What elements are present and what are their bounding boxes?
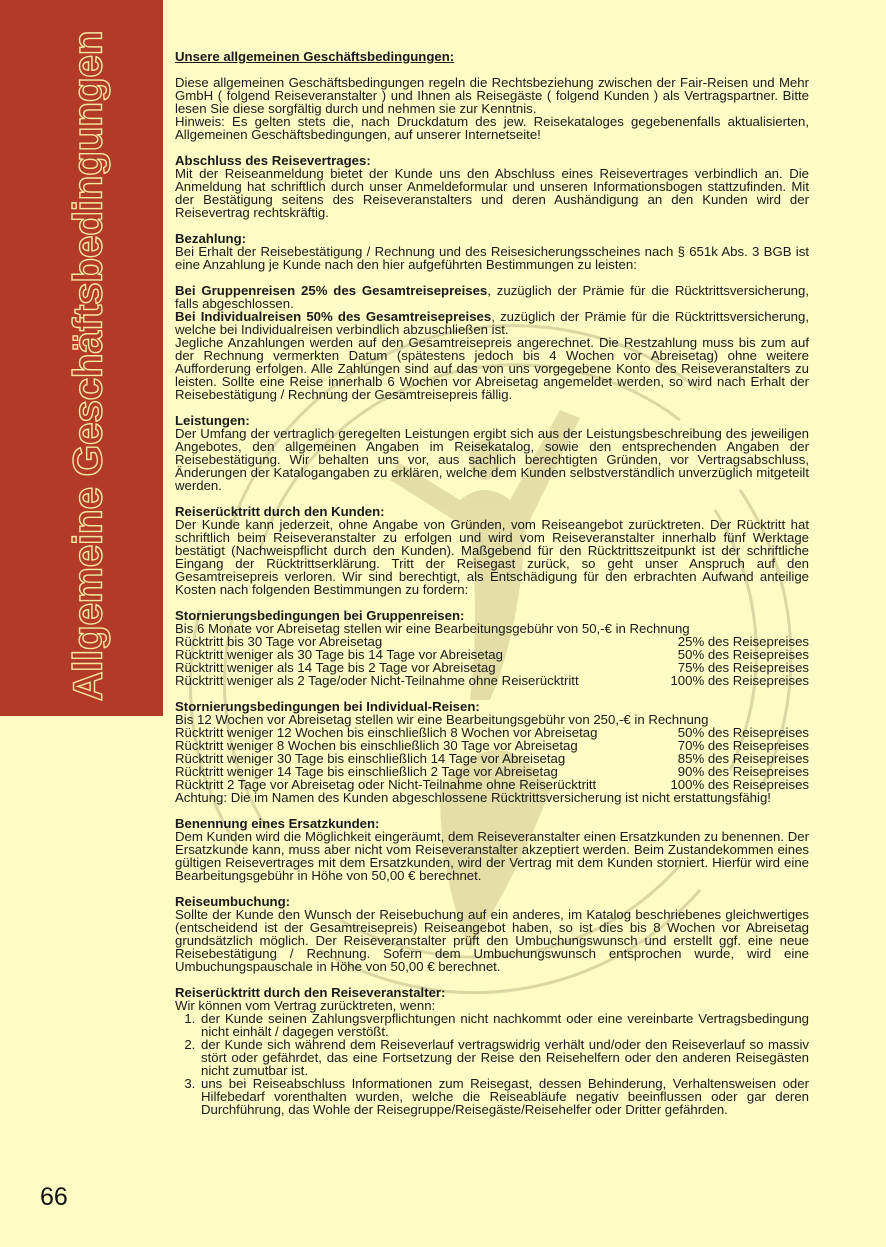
bezahlung-rest: Jegliche Anzahlungen werden auf den Gesamtreisepreis angerechnet. Die Restzahlung muss bis zum auf der Rechnung vermerkten Datum (spätestens jedoch bis 4 Wochen vor Abreisetag) ohne weitere Aufforderung erfolgen. Alle Zahlungen sind auf das von uns vorgegebene Konto des Reiseveranstalters zu leisten. Sollte eine Reise innerhalb 6 Wochen vor Abreisetag angemeldet werden, so wird nach Erhalt der Reisebestätigung / Rechnung der Gesamtreisepreis fällig. [175,335,809,402]
abschluss-heading: Abschluss des Reisevertrages: [175,153,371,168]
storno-gruppe-heading: Stornierungsbedingungen bei Gruppenreisen: [175,608,465,623]
bezahlung-gruppe [175,284,809,310]
section-abschluss [175,154,809,219]
bezahlung-heading: Bezahlung: [175,231,247,246]
section-bezahlung [175,232,809,401]
terms-content [175,50,809,1129]
page-number: 66 [40,1183,68,1211]
intro-text: Diese allgemeinen Geschäftsbedingungen regeln die Rechtsbeziehung zwischen der Fair-Reisen und Mehr GmbH ( folgend Reiseveranstalter ) und Ihnen als Reisegäste ( folgend Kunden ) als Vertragspartner. Bitte lesen Sie diese sorgfältig durch und nehmen sie zur Kenntnis. [175,75,809,116]
storno-individual-heading: Stornierungsbedingungen bei Individual-Reisen: [175,699,480,714]
storno-individual-fee: Bis 12 Wochen vor Abreisetag stellen wir eine Bearbeitungsgebühr von 250,-€ in Rechnung [175,712,709,727]
ruecktritt-kunde-text: Der Kunde kann jederzeit, ohne Angabe von Gründen, vom Reiseangebot zurücktreten. Der Rücktritt hat schriftlich beim Reiseveranstalter zu erfolgen und wird vom Reiseveranstalter innerhalb fünf Werktage bestätigt (Nachweispflicht durch den Kunden). Maßgebend für den Rücktrittszeitpunkt ist der schriftliche Eingang der Rücktrittserklärung. Tritt der Reisegast zurück, so geht unser Anspruch auf den Gesamtreisepreis verloren. Wir sind berechtigt, als Entschädigung für den erbrachten Aufwand anteilige Kosten nach folgenden Bestimmungen zu fordern: [175,517,809,597]
condition-label: Rücktritt weniger 30 Tage bis einschließlich 14 Tage vor Abreisetag [175,751,566,766]
ersatzkunde-text: Dem Kunden wird die Möglichkeit eingeräumt, dem Reiseveranstalter einen Ersatzkunden zu benennen. Der Ersatzkunde kann, muss aber nicht vom Reiseveranstalter akzeptiert werden. Beim Zustandekommen eines gültigen Reisevertrages mit dem Ersatzkunden, wird der Vertrag mit dem Kunden storniert. Hierfür wird eine Bearbeitungsgebühr in Höhe von 50,00 € berechnet. [175,829,809,883]
umbuchung-heading: Reiseumbuchung: [175,894,291,909]
table-row [175,674,809,687]
ruecktritt-veranstalter-heading: Reiserücktritt durch den Reiseveranstalter: [175,985,446,1000]
storno-individual-table [175,726,809,791]
section-leistungen [175,414,809,492]
reasons-list [175,1012,809,1116]
condition-value: 85% des Reisepreises [677,751,809,766]
bezahlung-text: Bei Erhalt der Reisebestätigung / Rechnung und des Reisesicherungsscheines nach § 651k Abs. 3 BGB ist eine Anzahlung je Kunde nach den hier aufgeführten Bestimmungen zu leisten: [175,244,809,272]
bezahlung-gruppe-bold: Bei Gruppenreisen 25% des Gesamtreisepreises [175,283,488,298]
ruecktritt-veranstalter-text: Wir können vom Vertrag zurücktreten, wenn: [175,998,436,1013]
section-storno-individual [175,700,809,804]
section-intro [175,50,809,141]
storno-gruppe-fee: Bis 6 Monate vor Abreisetag stellen wir eine Bearbeitungsgebühr von 50,-€ in Rechnung [175,621,690,636]
list-item: 1. der Kunde seinen Zahlungsverpflichtungen nicht nachkommt oder eine vereinbarte Vertragsbedingung nicht einhält / dagegen verstößt. [199,1012,809,1038]
section-umbuchung [175,895,809,973]
condition-label: Rücktritt weniger 14 Tage bis einschließlich 2 Tage vor Abreisetag [175,764,558,779]
condition-value: 100% des Reisepreises [670,777,809,792]
storno-individual-note: Achtung: Die im Namen des Kunden abgeschlossene Rücktrittsversicherung ist nicht erstattungsfähig! [175,790,771,805]
section-ersatzkunde [175,817,809,882]
condition-label: Rücktritt weniger als 2 Tage/oder Nicht-Teilnahme ohne Reiserücktritt [175,673,579,688]
condition-value: 50% des Reisepreises [677,725,809,740]
condition-label: Rücktritt weniger 8 Wochen bis einschließlich 30 Tage vor Abreisetag [175,738,578,753]
condition-value: 100% des Reisepreises [670,673,809,688]
abschluss-text: Mit der Reiseanmeldung bietet der Kunde uns den Abschluss eines Reisevertrages verbindlich an. Die Anmeldung hat schriftlich durch unser Anmeldeformular und unseren Informationsbogen stattzufinden. Mit der Bestätigung seitens des Reiseveranstalters und deren Aushändigung an den Kunden wird der Reisevertrag rechtskräftig. [175,166,809,220]
bezahlung-individual [175,310,809,336]
leistungen-heading: Leistungen: [175,413,250,428]
umbuchung-text: Sollte der Kunde den Wunsch der Reisebuchung auf ein anderes, im Katalog beschriebenes gleichwertiges (entscheidend ist der Gesamtreisepreis) Reiseangebot haben, so ist dies bis 8 Wochen vor Abreisetag grundsätzlich möglich. Der Reiseveranstalter prüft den Umbuchungswunsch und erstellt ggf. eine neue Reisebestätigung / Rechnung. Sofern dem Umbuchungswunsch entsprochen wurde, wird eine Umbuchungspauschale in Höhe von 50,00 € berechnet. [175,907,809,974]
list-item: 3. uns bei Reiseabschluss Informationen zum Reisegast, dessen Behinderung, Verhaltensweisen oder Hilfebedarf vorenthalten wurden, welche die Reiseabläufe negativ beeinflussen oder gar deren Durchführung, das Wohle der Reisegruppe/Reisegäste/Reisehelfer oder Dritter gefährden. [199,1077,809,1116]
storno-gruppe-table [175,635,809,687]
leistungen-text: Der Umfang der vertraglich geregelten Leistungen ergibt sich aus der Leistungsbeschreibung des jeweiligen Angebotes, den allgemeinen Angaben im Reisekatalog, sowie den entsprechenden Angaben der Reisebestätigung. Wir behalten uns vor, aus sachlich berechtigten Gründen, vor Vertragsabschluss, Änderungen der Katalogangaben zu erklären, welche dem Kunden selbstverständlich unverzüglich mitgeteilt werden. [175,426,809,493]
condition-label: Rücktritt weniger als 30 Tage bis 14 Tage vor Abreisetag [175,647,503,662]
condition-value: 75% des Reisepreises [677,660,809,675]
sidebar-band [0,0,163,716]
sidebar-title: Allgemeine Geschäftsbedingungen [64,30,111,702]
section-storno-gruppe [175,609,809,687]
condition-value: 70% des Reisepreises [677,738,809,753]
section-ruecktritt-kunde [175,505,809,596]
condition-value: 50% des Reisepreises [677,647,809,662]
condition-label: Rücktritt bis 30 Tage vor Abreisetag [175,634,383,649]
bezahlung-individual-bold: Bei Individualreisen 50% des Gesamtreisepreises [175,309,492,324]
bezahlung-individual-rest: , zuzüglich der Prämie für die Rücktrittsversicherung, welche bei Individualreisen verbindlich abzuschließen ist. [175,309,810,337]
condition-value: 90% des Reisepreises [677,764,809,779]
condition-label: Rücktritt weniger als 14 Tage bis 2 Tage vor Abreisetag [175,660,496,675]
section-ruecktritt-veranstalter [175,986,809,1116]
bezahlung-gruppe-rest: , zuzüglich der Prämie für die Rücktrittsversicherung, falls abgeschlossen. [175,283,809,311]
list-item: 2. der Kunde sich während dem Reiseverlauf vertragswidrig verhält und/oder den Reiseverlauf so massiv stört oder gefährdet, das eine Fortsetzung der Reise den Reisehelfern oder den anderen Reisegästen nicht zumutbar ist. [199,1038,809,1077]
ersatzkunde-heading: Benennung eines Ersatzkunden: [175,816,380,831]
condition-label: Rücktritt weniger 12 Wochen bis einschließlich 8 Wochen vor Abreisetag [175,725,598,740]
ruecktritt-kunde-heading: Reiserücktritt durch den Kunden: [175,504,385,519]
intro-hint: Hinweis: Es gelten stets die, nach Druckdatum des jew. Reisekataloges gegebenenfalls aktualisierten, Allgemeinen Geschäftsbedingungen, auf unserer Internetseite! [175,114,809,142]
condition-label: Rücktritt 2 Tage vor Abreisetag oder Nicht-Teilnahme ohne Reiserücktritt [175,777,597,792]
page-title: Unsere allgemeinen Geschäftsbedingungen: [175,49,455,64]
condition-value: 25% des Reisepreises [677,634,809,649]
